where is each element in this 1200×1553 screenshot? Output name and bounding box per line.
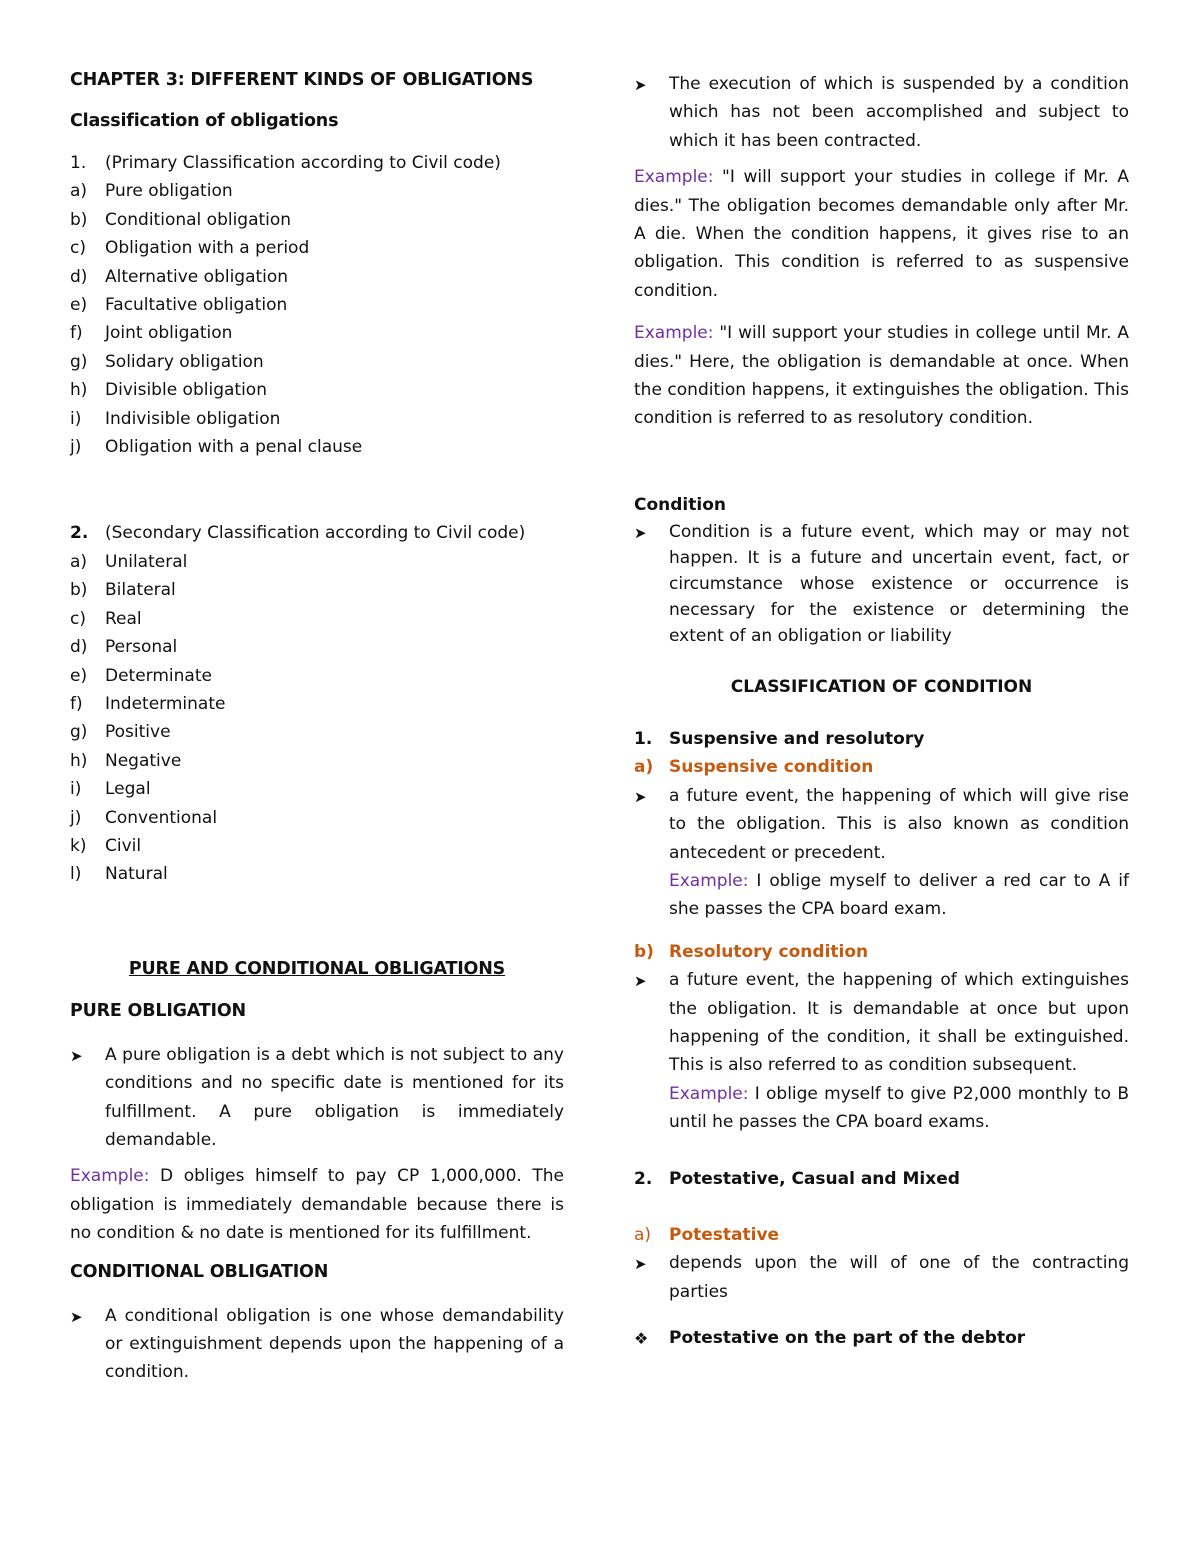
potestative: [634, 1221, 1129, 1249]
list-mark: j): [70, 437, 82, 458]
suspensive-example: [669, 867, 1129, 924]
diamond-bullet-icon: ❖: [634, 1329, 649, 1349]
list-item-text: Obligation with a penal clause: [105, 437, 363, 458]
classification-of-condition-heading: CLASSIFICATION OF CONDITION: [730, 676, 1033, 697]
suspensive-bullet: [634, 782, 1129, 867]
list-mark: c): [70, 238, 86, 259]
example-label: Example:: [634, 323, 714, 344]
suspensive-resolutory-label: Suspensive and resolutory: [669, 728, 925, 749]
potestative-debtor-label: Potestative on the part of the debtor: [669, 1328, 1026, 1349]
list-item: [70, 747, 564, 775]
potestative-bullet: [634, 1249, 1129, 1306]
list-item: [70, 633, 564, 661]
condition-heading: Condition: [634, 494, 726, 515]
list-item-text: Solidary obligation: [105, 351, 264, 372]
list-item-text: Natural: [105, 864, 168, 885]
list-mark: f): [70, 323, 83, 344]
example-text: I oblige myself to deliver a red car to A if she passes the CPA board exam.: [669, 870, 1129, 920]
pure-conditional-heading: PURE AND CONDITIONAL OBLIGATIONS: [128, 958, 506, 979]
list-item-text: Indivisible obligation: [105, 408, 281, 429]
example-text: "I will support your studies in college if Mr. A dies." The obligation becomes demandable only after Mr. A die. When the condition happens, it gives rise to an obligation. This condition is referred to as suspensive condition.: [634, 167, 1129, 301]
potestative-debtor: [634, 1324, 1129, 1353]
list-mark: i): [70, 779, 82, 800]
suspensive-resolutory: [634, 725, 1129, 753]
primary-classification: [70, 149, 564, 177]
example-label: Example:: [669, 870, 749, 891]
suspensive-bullet-text: a future event, the happening of which will give rise to the obligation. This is also known as condition antecedent or precedent.: [669, 785, 1129, 863]
list-mark: b): [634, 941, 654, 962]
suspended-bullet-text: The execution of which is suspended by a condition which has not been accomplished and subject to which it has been contracted.: [669, 74, 1129, 151]
list-item: [70, 860, 564, 888]
list-item-text: Conventional: [105, 807, 218, 828]
list-item-text: Obligation with a period: [105, 238, 310, 259]
list-item: [70, 832, 564, 860]
right-column: [634, 70, 1129, 1354]
secondary-list: [70, 548, 564, 889]
pure-bullet-text: A pure obligation is a debt which is not subject to any conditions and no specific date is mentioned for its fulfillment. A pure obligation is immediately demandable.: [105, 1044, 564, 1150]
example-resolutory: [634, 319, 1129, 433]
list-item-text: Civil: [105, 835, 142, 856]
list-item: [70, 690, 564, 718]
list-mark: b): [70, 209, 88, 230]
list-mark: l): [70, 864, 82, 885]
list-mark: e): [70, 295, 88, 316]
example-suspensive: [634, 163, 1129, 305]
list-item-text: Facultative obligation: [105, 295, 288, 316]
example-text: D obliges himself to pay CP 1,000,000. The obligation is immediately demandable because there is no condition & no date is mentioned for its fulfillment.: [70, 1166, 564, 1244]
list-item-text: Conditional obligation: [105, 209, 292, 230]
list-mark: c): [70, 608, 86, 629]
example-text: "I will support your studies in college until Mr. A dies." Here, the obligation is demandable at once. When the condition happens, it extinguishes the obligation. This condition is referred to as resolutory condition.: [634, 323, 1129, 429]
resolutory-bullet: [634, 966, 1129, 1080]
example-text: I oblige myself to give P2,000 monthly to B until he passes the CPA board exams.: [669, 1083, 1129, 1133]
list-item: [70, 548, 564, 576]
list-number: 2.: [634, 1168, 653, 1189]
list-mark: b): [70, 580, 88, 601]
primary-list: [70, 177, 564, 461]
list-mark: h): [70, 380, 88, 401]
list-item-text: Bilateral: [105, 580, 176, 601]
resolutory-example: [669, 1080, 1129, 1137]
list-mark: a): [634, 1224, 652, 1245]
list-item: [70, 405, 564, 433]
example-label: Example:: [634, 167, 714, 188]
pure-example: [70, 1162, 564, 1247]
arrowhead-icon: ➤: [634, 1255, 647, 1274]
list-item-text: Personal: [105, 637, 178, 658]
arrowhead-icon: ➤: [70, 1307, 83, 1326]
list-item-text: Legal: [105, 779, 151, 800]
resolutory-condition: [634, 938, 1129, 966]
left-column: [70, 70, 564, 1395]
condition-bullet: [634, 519, 1129, 649]
potestative-bullet-text: depends upon the will of one of the contracting parties: [669, 1253, 1129, 1302]
arrowhead-icon: ➤: [634, 523, 647, 542]
list-item: [70, 718, 564, 746]
list-item: [70, 433, 564, 461]
list-item-text: Indeterminate: [105, 693, 226, 714]
example-label: Example:: [669, 1083, 749, 1104]
potestative-label: Potestative: [669, 1224, 780, 1245]
pure-bullet: [70, 1041, 564, 1155]
list-item-text: Divisible obligation: [105, 380, 267, 401]
list-mark: i): [70, 408, 82, 429]
primary-label: (Primary Classification according to Civil code): [105, 153, 501, 173]
secondary-label: (Secondary Classification according to Civil code): [105, 523, 526, 544]
list-number: 1.: [634, 728, 653, 749]
list-mark: g): [70, 351, 88, 372]
list-item-text: Alternative obligation: [105, 266, 289, 287]
list-item: [70, 775, 564, 803]
list-number: 2.: [70, 523, 89, 544]
list-mark: a): [70, 551, 88, 572]
conditional-bullet-text: A conditional obligation is one whose demandability or extinguishment depends upon the happening of a condition.: [105, 1305, 564, 1383]
list-mark: a): [634, 757, 654, 778]
pure-obligation-heading: PURE OBLIGATION: [70, 1000, 246, 1021]
suspensive-condition: [634, 753, 1129, 781]
arrowhead-icon: ➤: [70, 1046, 83, 1065]
arrowhead-icon: ➤: [634, 787, 647, 806]
list-item: [70, 234, 564, 262]
suspended-bullet: [634, 70, 1129, 155]
example-label: Example:: [70, 1166, 150, 1187]
suspensive-condition-label: Suspensive condition: [669, 757, 874, 778]
resolutory-bullet-text: a future event, the happening of which extinguishes the obligation. It is demandable at once but upon happening of the condition, it shall be extinguished. This is also referred to as condition subsequent.: [669, 970, 1129, 1076]
list-mark: e): [70, 665, 88, 686]
list-item: [70, 662, 564, 690]
list-item: [70, 206, 564, 234]
list-number: 1.: [70, 153, 87, 173]
classification-heading: Classification of obligations: [70, 111, 339, 131]
list-item: [70, 319, 564, 347]
potestative-casual-mixed: [634, 1165, 1129, 1193]
resolutory-condition-label: Resolutory condition: [669, 941, 869, 962]
potestative-casual-mixed-label: Potestative, Casual and Mixed: [669, 1168, 960, 1189]
list-item: [70, 263, 564, 291]
secondary-classification: [70, 519, 564, 547]
list-mark: h): [70, 750, 88, 771]
list-mark: k): [70, 835, 87, 856]
list-item: [70, 576, 564, 604]
list-item: [70, 605, 564, 633]
list-item: [70, 177, 564, 205]
chapter-title: CHAPTER 3: DIFFERENT KINDS OF OBLIGATIONS: [70, 70, 534, 90]
list-item-text: Determinate: [105, 665, 212, 686]
list-mark: g): [70, 722, 88, 743]
list-mark: j): [70, 807, 82, 828]
list-item-text: Pure obligation: [105, 181, 233, 202]
condition-bullet-text: Condition is a future event, which may or may not happen. It is a future and uncertain event, fact, or circumstance whose existence or occurrence is necessary for the existence or determining the extent of an obligation or liability: [669, 521, 1129, 646]
conditional-bullet: [70, 1302, 564, 1387]
arrowhead-icon: ➤: [634, 972, 647, 991]
list-item: [70, 376, 564, 404]
list-item-text: Negative: [105, 750, 182, 771]
list-mark: f): [70, 693, 83, 714]
list-mark: a): [70, 181, 88, 202]
list-item: [70, 804, 564, 832]
list-item-text: Real: [105, 608, 142, 629]
list-item-text: Positive: [105, 722, 171, 743]
conditional-obligation-heading: CONDITIONAL OBLIGATION: [70, 1261, 329, 1282]
list-mark: d): [70, 637, 88, 658]
list-mark: d): [70, 266, 88, 287]
list-item-text: Joint obligation: [105, 323, 233, 344]
list-item: [70, 291, 564, 319]
list-item: [70, 348, 564, 376]
list-item-text: Unilateral: [105, 551, 188, 572]
arrowhead-icon: ➤: [634, 76, 647, 94]
